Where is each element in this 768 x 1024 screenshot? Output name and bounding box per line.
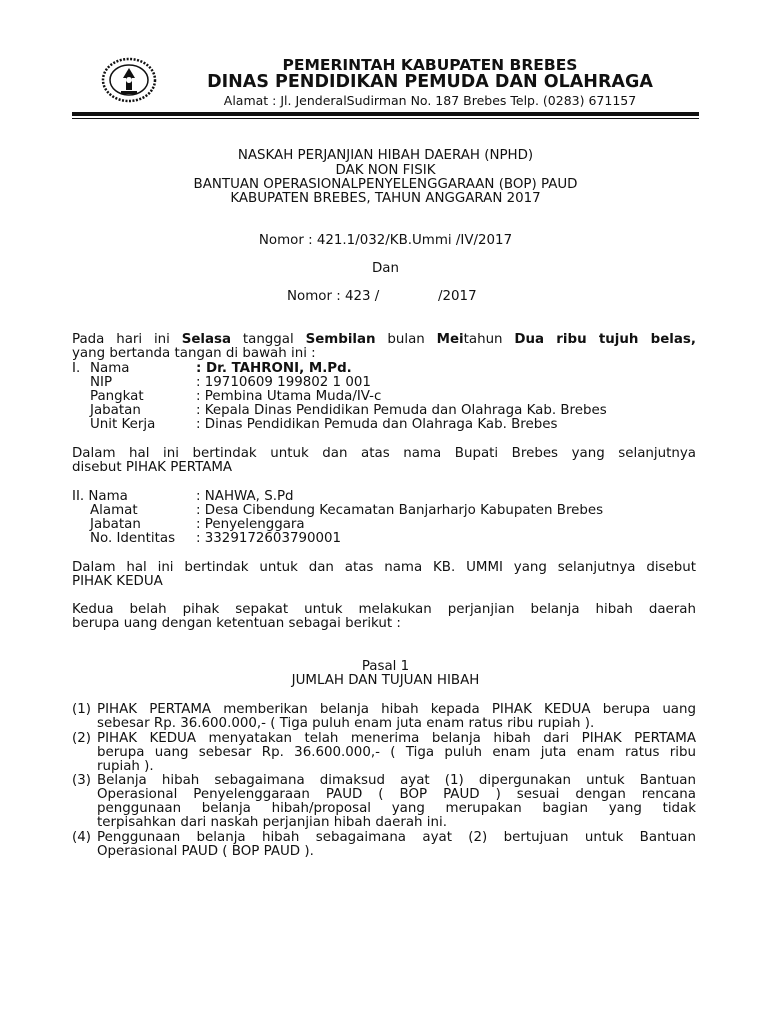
article-heading: JUMLAH DAN TUJUAN HIBAH: [291, 673, 480, 688]
clause-text: Penggunaan belanja hibah sebagaimana ayat (2) bertujuan untuk Bantuan: [97, 830, 696, 845]
party-one-value: : 19710609 199802 1 001: [196, 375, 371, 390]
party-two-label: Alamat: [90, 503, 138, 518]
letterhead-office: DINAS PENDIDIKAN PEMUDA DAN OLAHRAGA: [207, 72, 653, 92]
party-two-label: II. Nama: [72, 489, 128, 504]
clause-text: rupiah ).: [97, 759, 154, 774]
party-two-value: : 3329172603790001: [196, 531, 342, 546]
clause-text: berupa uang sebesar Rp. 36.600.000,- ( Tiga puluh enam juta enam ratus ribu: [97, 745, 696, 760]
conjunction-dan: Dan: [371, 261, 399, 276]
clause-text: penggunaan belanja hibah/proposal yang merupakan bagian yang tidak: [97, 801, 696, 816]
regency-emblem-icon: [99, 56, 159, 104]
party-two-statement-line: PIHAK KEDUA: [72, 574, 163, 589]
clause-text: PIHAK PERTAMA memberikan belanja hibah kepada PIHAK KEDUA berupa uang: [97, 702, 696, 717]
reference-number-1: Nomor : 421.1/032/KB.Ummi /IV/2017: [258, 233, 513, 248]
party-one-statement: Dalam hal ini bertindak untuk dan atas nama Bupati Brebes yang selanjutnya: [72, 446, 696, 461]
party-one-value: : Dinas Pendidikan Pemuda dan Olahraga Kab. Brebes: [196, 417, 558, 432]
clause-text: sebesar Rp. 36.600.000,- ( Tiga puluh enam juta enam ratus ribu rupiah ).: [97, 716, 595, 731]
letterhead-government: PEMERINTAH KABUPATEN BREBES: [282, 56, 578, 74]
party-one-name: : Dr. TAHRONI, M.Pd.: [196, 361, 352, 376]
party-one-label: Unit Kerja: [90, 417, 156, 432]
party-one-label: NIP: [90, 375, 113, 390]
party-two-value: : Penyelenggara: [196, 517, 305, 532]
party-two-statement: Dalam hal ini bertindak untuk dan atas nama KB. UMMI yang selanjutnya disebut: [72, 560, 696, 575]
party-one-statement-line: disebut PIHAK PERTAMA: [72, 460, 233, 475]
party-one-label: Jabatan: [90, 403, 141, 418]
clause-text: PIHAK KEDUA menyatakan telah menerima belanja hibah dari PIHAK PERTAMA: [97, 731, 696, 746]
document-subtitle: BANTUAN OPERASIONALPENYELENGGARAAN (BOP) PAUD: [193, 177, 578, 192]
party-one-label: Nama: [90, 361, 130, 376]
letterhead-rule-thin: [72, 118, 699, 119]
party-two-label: No. Identitas: [90, 531, 176, 546]
clause-number: (3): [72, 773, 91, 788]
clause-number: (4): [72, 830, 91, 845]
opening-paragraph-line: yang bertanda tangan di bawah ini :: [72, 346, 316, 361]
clause-text: Belanja hibah sebagaimana dimaksud ayat (1) dipergunakan untuk Bantuan: [97, 773, 696, 788]
agreement-paragraph-line: berupa uang dengan ketentuan sebagai berikut :: [72, 616, 401, 631]
agreement-paragraph: Kedua belah pihak sepakat untuk melakukan perjanjian belanja hibah daerah: [72, 602, 696, 617]
clause-text: Operasional PAUD ( BOP PAUD ).: [97, 844, 314, 859]
party-two-label: Jabatan: [90, 517, 141, 532]
party-one-prefix: I.: [72, 361, 81, 376]
clause-number: (1): [72, 702, 91, 717]
article-number: Pasal 1: [361, 659, 410, 674]
party-two-value: : Desa Cibendung Kecamatan Banjarharjo Kabupaten Brebes: [196, 503, 604, 518]
reference-number-2-year: /2017: [438, 289, 477, 304]
letterhead-rule-thick: [72, 112, 699, 116]
party-one-value: : Kepala Dinas Pendidikan Pemuda dan Olahraga Kab. Brebes: [196, 403, 607, 418]
party-one-value: : Pembina Utama Muda/IV-c: [196, 389, 382, 404]
clause-number: (2): [72, 731, 91, 746]
clause-text: Operasional Penyelenggaraan PAUD ( BOP PAUD ) sesuai dengan rencana: [97, 787, 696, 802]
party-two-value: : NAHWA, S.Pd: [196, 489, 294, 504]
opening-paragraph: Pada hari ini Selasa tanggal Sembilan bulan Meitahun Dua ribu tujuh belas,: [72, 332, 696, 347]
party-one-label: Pangkat: [90, 389, 144, 404]
document-subtitle: DAK NON FISIK: [335, 163, 436, 178]
reference-number-2: Nomor : 423 /: [287, 289, 380, 304]
document-title: NASKAH PERJANJIAN HIBAH DAERAH (NPHD): [237, 148, 534, 163]
letterhead-address: Alamat : Jl. JenderalSudirman No. 187 Brebes Telp. (0283) 671157: [223, 93, 637, 108]
clause-text: terpisahkan dari naskah perjanjian hibah daerah ini.: [97, 815, 447, 830]
document-subtitle: KABUPATEN BREBES, TAHUN ANGGARAN 2017: [230, 191, 541, 206]
